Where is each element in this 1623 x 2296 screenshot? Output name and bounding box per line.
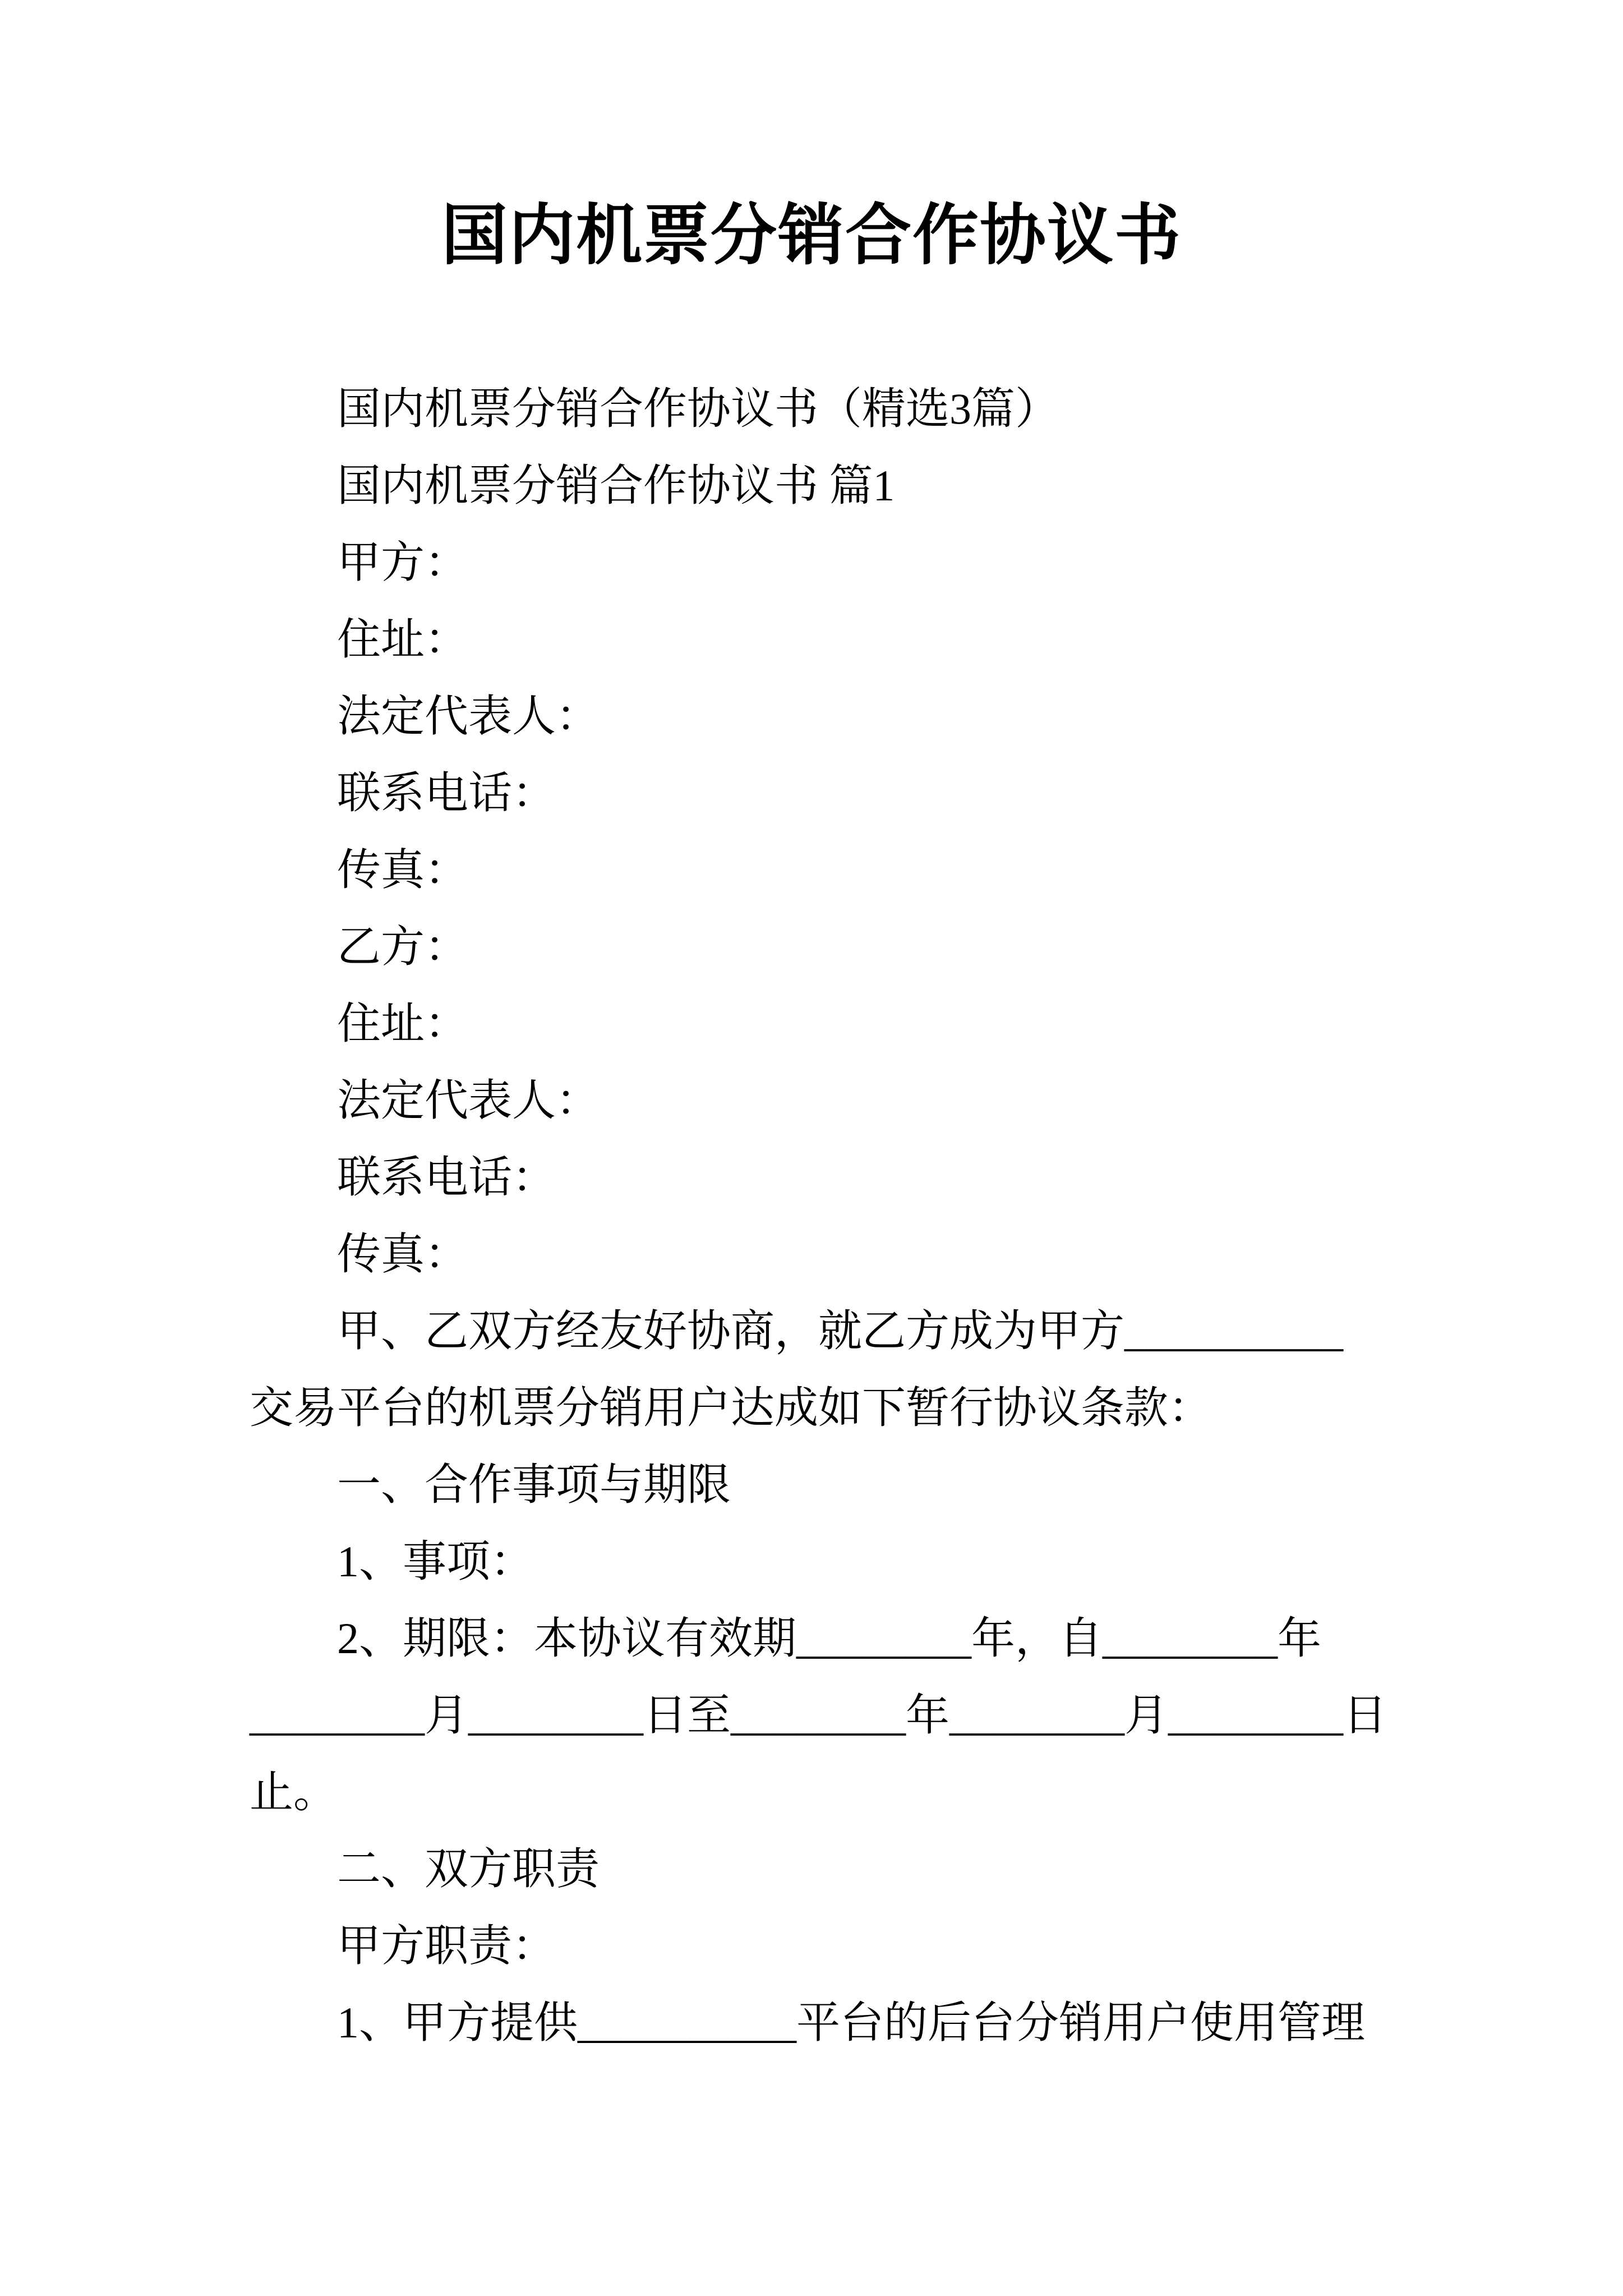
document-line: 甲、乙双方经友好协商，就乙方成为甲方__________ (337, 1306, 1344, 1355)
document-line: 乙方： (337, 922, 469, 971)
document-line: 2、期限：本协议有效期________年，自________年 (337, 1614, 1322, 1663)
document-line: 二、双方职责 (337, 1844, 600, 1893)
document-line: ________月________日至________年________月________日 (250, 1691, 1387, 1740)
document-line: 甲方： (337, 538, 469, 587)
document-line: 住址： (337, 615, 469, 664)
document-body (0, 370, 1623, 2061)
document-line: 一、合作事项与期限 (337, 1460, 731, 1509)
document-line: 传真： (337, 845, 469, 894)
document-line: 国内机票分销合作协议书 篇1 (337, 461, 895, 510)
document-line: 联系电话： (337, 769, 556, 817)
document-line: 国内机票分销合作协议书（精选3篇） (337, 384, 1059, 433)
document-line: 住址： (337, 999, 469, 1048)
document-line: 1、事项： (337, 1537, 534, 1586)
document-line: 法定代表人： (337, 692, 600, 740)
document-line: 法定代表人： (337, 1076, 600, 1125)
document-line: 交易平台的机票分销用户达成如下暂行协议条款： (250, 1383, 1212, 1432)
document-title: 国内机票分销合作协议书 (441, 199, 1182, 273)
document-line: 止。 (250, 1768, 338, 1816)
document-line: 甲方职责： (337, 1921, 556, 1970)
document-line: 1、甲方提供__________平台的后台分销用户使用管理 (337, 1998, 1366, 2047)
document-line: 传真： (337, 1230, 469, 1278)
document-line: 联系电话： (337, 1153, 556, 1202)
